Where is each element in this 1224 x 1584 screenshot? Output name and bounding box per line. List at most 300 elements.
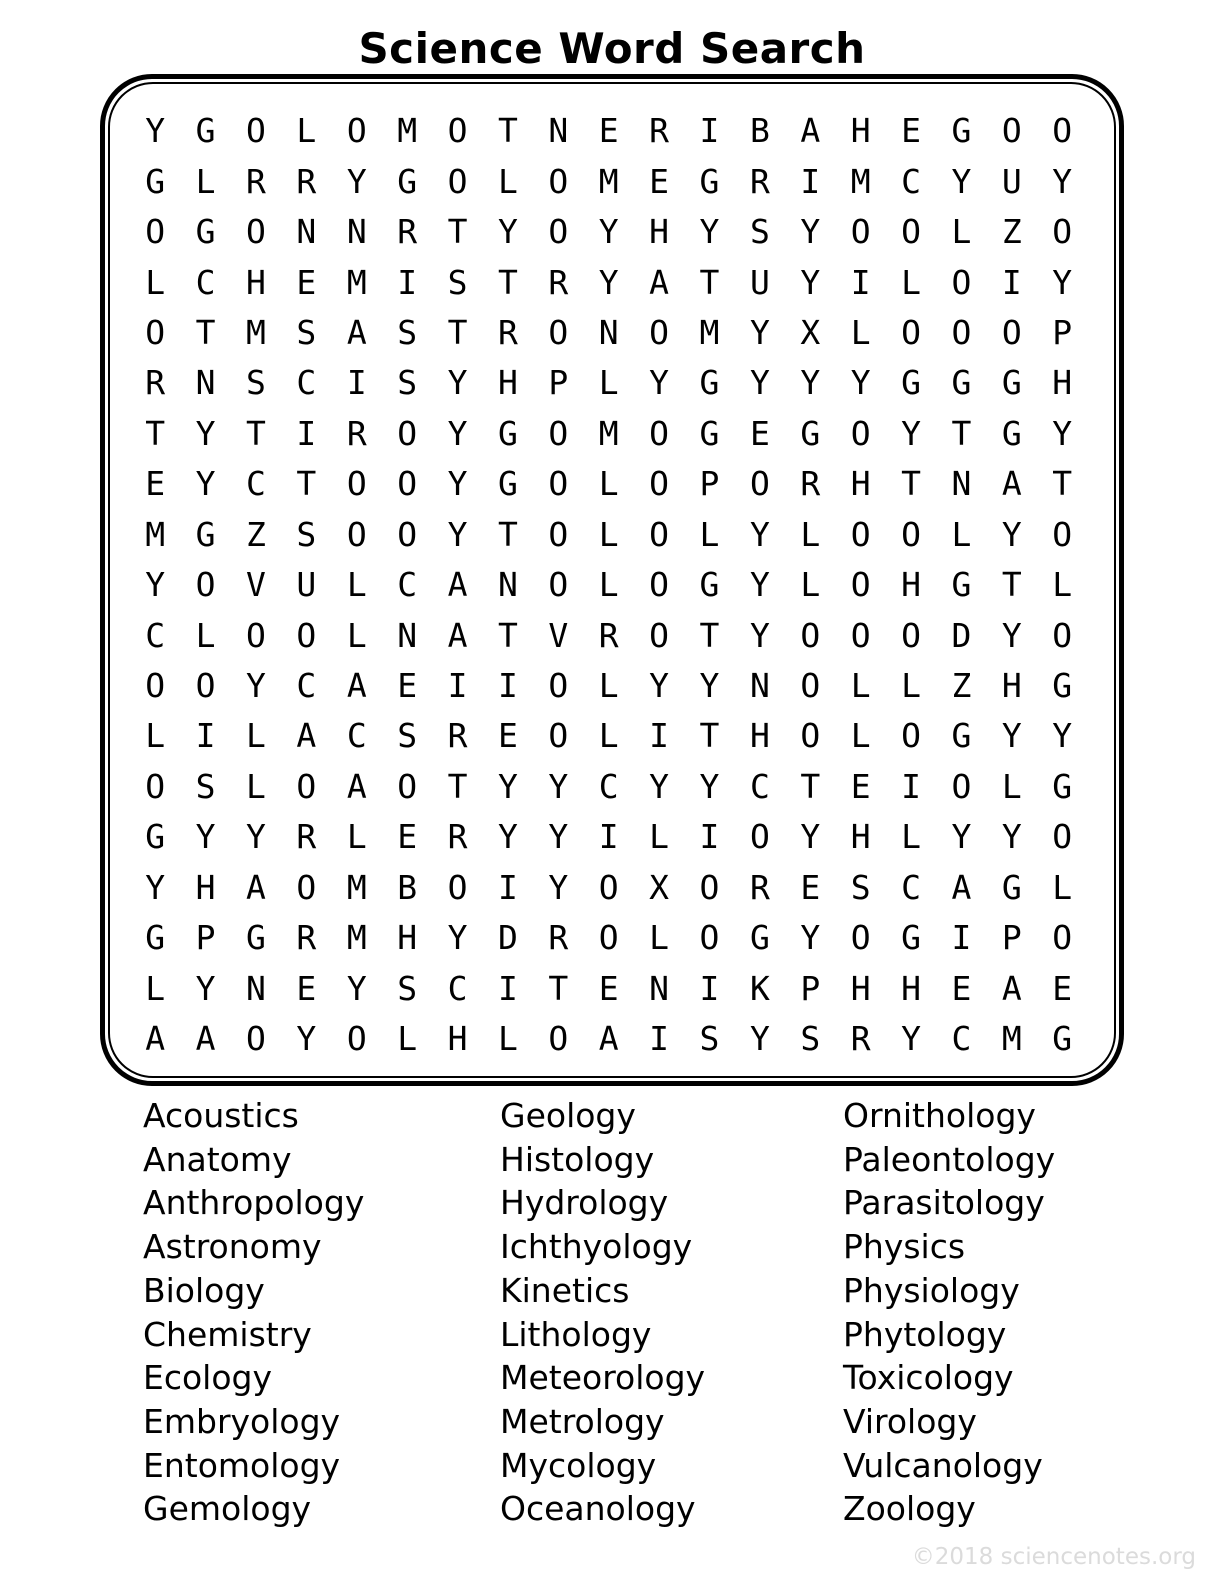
- grid-letter: G: [1052, 666, 1073, 706]
- grid-letter: P: [548, 363, 569, 403]
- grid-letter: U: [296, 565, 317, 605]
- grid-letter: Y: [800, 817, 821, 857]
- grid-letter: Y: [649, 766, 670, 806]
- word-list-item: Hydrology: [500, 1183, 669, 1223]
- grid-letter: A: [346, 666, 367, 706]
- letter-grid: [130, 106, 1087, 1064]
- grid-letter: O: [246, 615, 266, 655]
- grid-letter: Y: [749, 1019, 770, 1059]
- grid-letter: H: [850, 817, 871, 857]
- grid-letter: G: [749, 918, 770, 958]
- grid-letter: Y: [1052, 161, 1073, 201]
- grid-letter: L: [397, 1019, 418, 1059]
- grid-letter: O: [901, 212, 921, 252]
- grid-letter: I: [598, 817, 619, 857]
- grid-letter: Y: [195, 413, 216, 453]
- grid-letter: Y: [749, 363, 770, 403]
- grid-letter: O: [699, 918, 720, 958]
- grid-letter: G: [195, 212, 216, 252]
- grid-letter: I: [649, 716, 670, 756]
- grid-letter: Y: [497, 817, 518, 857]
- grid-letter: H: [1001, 666, 1022, 706]
- grid-letter: M: [1001, 1019, 1022, 1059]
- grid-letter: Y: [800, 918, 821, 958]
- grid-letter: P: [1052, 312, 1073, 352]
- grid-letter: O: [447, 111, 468, 151]
- grid-letter: H: [850, 968, 871, 1008]
- grid-letter: O: [548, 212, 569, 252]
- grid-letter: I: [397, 262, 418, 302]
- word-column-2: [500, 1094, 705, 1531]
- grid-letter: G: [497, 413, 518, 453]
- word-list-item: Lithology: [500, 1314, 652, 1354]
- grid-letter: O: [649, 565, 670, 605]
- grid-letter: L: [346, 565, 367, 605]
- grid-letter: R: [296, 918, 317, 958]
- grid-letter: O: [951, 312, 972, 352]
- grid-letter: S: [397, 968, 418, 1008]
- word-list-item: Kinetics: [500, 1270, 630, 1310]
- grid-letter: G: [246, 918, 266, 958]
- grid-letter: V: [548, 615, 569, 655]
- grid-letter: C: [145, 615, 166, 655]
- grid-letter: X: [800, 312, 821, 352]
- grid-letter: I: [497, 666, 518, 706]
- grid-letter: L: [598, 514, 619, 554]
- page-title: Science Word Search: [358, 24, 866, 73]
- grid-letter: Y: [800, 363, 821, 403]
- grid-letter: I: [296, 413, 317, 453]
- grid-letter: Z: [246, 514, 266, 554]
- grid-letter: O: [346, 514, 367, 554]
- grid-letter: Y: [346, 968, 367, 1008]
- grid-letter: Y: [749, 312, 770, 352]
- grid-letter: G: [951, 363, 972, 403]
- grid-letter: N: [246, 968, 266, 1008]
- grid-letter: Y: [497, 766, 518, 806]
- grid-letter: T: [699, 615, 720, 655]
- grid-letter: R: [749, 867, 770, 907]
- grid-letter: S: [397, 363, 418, 403]
- grid-letter: G: [1001, 363, 1022, 403]
- grid-letter: Y: [145, 111, 166, 151]
- grid-letter: I: [901, 766, 921, 806]
- grid-letter: P: [195, 918, 216, 958]
- grid-letter: O: [1001, 312, 1022, 352]
- grid-letter: L: [246, 766, 266, 806]
- grid-letter: V: [246, 565, 266, 605]
- word-list-item: Physics: [843, 1227, 966, 1267]
- grid-letter: O: [800, 716, 821, 756]
- grid-letter: O: [548, 1019, 569, 1059]
- grid-letter: T: [497, 514, 518, 554]
- grid-letter: G: [1001, 413, 1022, 453]
- grid-letter: L: [598, 363, 619, 403]
- grid-letter: Y: [699, 666, 720, 706]
- grid-letter: O: [699, 867, 720, 907]
- grid-letter: L: [850, 312, 871, 352]
- grid-letter: L: [246, 716, 266, 756]
- word-list-item: Metrology: [500, 1401, 665, 1441]
- grid-letter: O: [951, 766, 972, 806]
- word-list-item: Anatomy: [143, 1139, 292, 1179]
- grid-letter: T: [296, 464, 317, 504]
- grid-letter: Z: [1001, 212, 1022, 252]
- grid-letter: O: [346, 111, 367, 151]
- word-list-item: Biology: [143, 1270, 265, 1310]
- grid-letter: C: [296, 666, 317, 706]
- grid-letter: L: [296, 111, 317, 151]
- grid-letter: L: [800, 565, 821, 605]
- grid-letter: R: [447, 817, 468, 857]
- grid-letter: T: [497, 262, 518, 302]
- grid-letter: L: [195, 161, 216, 201]
- grid-letter: O: [749, 817, 770, 857]
- grid-letter: O: [850, 565, 871, 605]
- grid-letter: O: [1052, 111, 1073, 151]
- grid-letter: C: [598, 766, 619, 806]
- grid-letter: E: [901, 111, 921, 151]
- grid-letter: G: [145, 161, 166, 201]
- word-list-item: Virology: [843, 1401, 977, 1441]
- grid-letter: O: [800, 615, 821, 655]
- grid-letter: T: [699, 262, 720, 302]
- grid-letter: O: [548, 716, 569, 756]
- grid-letter: O: [447, 867, 468, 907]
- grid-letter: O: [850, 615, 871, 655]
- grid-letter: O: [397, 413, 418, 453]
- grid-letter: O: [195, 565, 216, 605]
- grid-letter: P: [699, 464, 720, 504]
- grid-letter: N: [598, 312, 619, 352]
- word-list-item: Toxicology: [843, 1358, 1014, 1398]
- grid-letter: R: [397, 212, 418, 252]
- grid-letter: E: [1052, 968, 1073, 1008]
- grid-letter: D: [951, 615, 972, 655]
- grid-letter: A: [447, 565, 468, 605]
- grid-letter: Y: [1001, 514, 1022, 554]
- word-list-item: Astronomy: [143, 1227, 322, 1267]
- grid-letter: T: [497, 111, 518, 151]
- grid-letter: M: [850, 161, 871, 201]
- grid-letter: O: [649, 615, 670, 655]
- grid-letter: E: [145, 464, 166, 504]
- grid-letter: B: [749, 111, 770, 151]
- grid-letter: Y: [699, 766, 720, 806]
- grid-letter: L: [699, 514, 720, 554]
- grid-letter: Y: [447, 514, 468, 554]
- grid-letter: L: [497, 161, 518, 201]
- grid-letter: H: [246, 262, 266, 302]
- grid-letter: I: [1001, 262, 1022, 302]
- grid-letter: L: [1052, 867, 1073, 907]
- grid-letter: S: [246, 363, 266, 403]
- grid-letter: H: [901, 968, 921, 1008]
- grid-letter: L: [649, 918, 670, 958]
- grid-letter: I: [850, 262, 871, 302]
- grid-letter: G: [1001, 867, 1022, 907]
- grid-letter: O: [246, 1019, 266, 1059]
- grid-letter: Y: [749, 514, 770, 554]
- grid-letter: Y: [649, 363, 670, 403]
- grid-letter: A: [346, 312, 367, 352]
- grid-letter: Y: [649, 666, 670, 706]
- word-list-item: Embryology: [143, 1401, 341, 1441]
- grid-letter: R: [749, 161, 770, 201]
- grid-letter: T: [145, 413, 166, 453]
- grid-letter: Y: [951, 161, 972, 201]
- grid-letter: G: [699, 161, 720, 201]
- word-list-item: Geology: [500, 1096, 636, 1135]
- grid-letter: L: [901, 817, 921, 857]
- grid-letter: O: [901, 716, 921, 756]
- grid-letter: Z: [951, 666, 972, 706]
- grid-letter: Y: [447, 363, 468, 403]
- grid-letter: O: [296, 615, 317, 655]
- grid-letter: N: [346, 212, 367, 252]
- grid-letter: Y: [246, 817, 266, 857]
- grid-letter: L: [901, 666, 921, 706]
- word-list-item: Acoustics: [143, 1096, 299, 1135]
- grid-letter: Y: [850, 363, 871, 403]
- grid-letter: O: [749, 464, 770, 504]
- grid-letter: O: [145, 666, 166, 706]
- grid-letter: M: [246, 312, 266, 352]
- grid-letter: E: [598, 111, 619, 151]
- grid-letter: R: [447, 716, 468, 756]
- grid-letter: N: [548, 111, 569, 151]
- grid-letter: I: [649, 1019, 670, 1059]
- grid-letter: P: [800, 968, 821, 1008]
- word-list-item: Parasitology: [843, 1183, 1045, 1223]
- grid-letter: C: [749, 766, 770, 806]
- grid-letter: N: [296, 212, 317, 252]
- grid-letter: O: [901, 312, 921, 352]
- grid-letter: S: [296, 514, 317, 554]
- grid-letter: C: [447, 968, 468, 1008]
- grid-letter: I: [699, 111, 720, 151]
- grid-letter: Y: [195, 968, 216, 1008]
- word-list-item: Mycology: [500, 1445, 657, 1485]
- grid-letter: E: [497, 716, 518, 756]
- grid-letter: O: [145, 312, 166, 352]
- grid-letter: O: [548, 666, 569, 706]
- grid-letter: O: [1001, 111, 1022, 151]
- grid-letter: S: [397, 716, 418, 756]
- grid-letter: Y: [749, 615, 770, 655]
- grid-letter: M: [397, 111, 418, 151]
- grid-letter: Y: [1052, 262, 1073, 302]
- grid-letter: X: [649, 867, 670, 907]
- grid-letter: L: [195, 615, 216, 655]
- grid-letter: L: [901, 262, 921, 302]
- grid-letter: Y: [1001, 716, 1022, 756]
- grid-letter: L: [951, 212, 972, 252]
- grid-letter: O: [800, 666, 821, 706]
- grid-letter: E: [397, 666, 418, 706]
- grid-letter: M: [346, 867, 367, 907]
- grid-letter: U: [749, 262, 770, 302]
- grid-letter: O: [548, 161, 569, 201]
- grid-letter: O: [850, 212, 871, 252]
- grid-letter: A: [1001, 464, 1022, 504]
- grid-letter: O: [901, 615, 921, 655]
- grid-letter: G: [195, 111, 216, 151]
- grid-letter: O: [649, 514, 670, 554]
- grid-letter: L: [850, 666, 871, 706]
- grid-letter: N: [397, 615, 418, 655]
- grid-letter: Y: [296, 1019, 317, 1059]
- grid-letter: R: [296, 161, 317, 201]
- grid-letter: I: [195, 716, 216, 756]
- grid-letter: N: [649, 968, 670, 1008]
- grid-letter: M: [145, 514, 166, 554]
- grid-letter: L: [850, 716, 871, 756]
- grid-letter: E: [749, 413, 770, 453]
- grid-letter: H: [195, 867, 216, 907]
- grid-letter: G: [699, 363, 720, 403]
- grid-letter: H: [850, 111, 871, 151]
- grid-letter: S: [749, 212, 770, 252]
- grid-letter: G: [951, 716, 972, 756]
- grid-letter: O: [1052, 615, 1073, 655]
- word-list-item: Vulcanology: [843, 1445, 1043, 1485]
- word-list-item: Histology: [500, 1139, 655, 1179]
- word-list-item: Physiology: [843, 1270, 1020, 1310]
- grid-letter: A: [346, 766, 367, 806]
- grid-letter: C: [901, 161, 921, 201]
- grid-letter: L: [649, 817, 670, 857]
- word-list-item: Ichthyology: [500, 1227, 693, 1267]
- grid-letter: S: [850, 867, 871, 907]
- grid-letter: O: [145, 766, 166, 806]
- word-list-item: Phytology: [843, 1314, 1007, 1354]
- grid-letter: Y: [598, 212, 619, 252]
- grid-letter: C: [397, 565, 418, 605]
- grid-letter: I: [951, 918, 972, 958]
- grid-letter: O: [649, 464, 670, 504]
- grid-letter: S: [800, 1019, 821, 1059]
- grid-letter: G: [397, 161, 418, 201]
- grid-letter: Y: [901, 1019, 921, 1059]
- grid-letter: L: [598, 464, 619, 504]
- grid-letter: G: [699, 413, 720, 453]
- grid-letter: G: [1052, 1019, 1073, 1059]
- grid-letter: Y: [1001, 615, 1022, 655]
- grid-letter: O: [397, 464, 418, 504]
- grid-letter: O: [649, 312, 670, 352]
- grid-letter: Y: [447, 413, 468, 453]
- grid-letter: Y: [497, 212, 518, 252]
- word-list-item: Oceanology: [500, 1489, 696, 1529]
- grid-letter: I: [346, 363, 367, 403]
- grid-letter: O: [1052, 514, 1073, 554]
- grid-letter: O: [598, 918, 619, 958]
- grid-letter: L: [598, 716, 619, 756]
- grid-letter: R: [598, 615, 619, 655]
- word-list-item: Meteorology: [500, 1358, 706, 1398]
- grid-letter: S: [699, 1019, 720, 1059]
- grid-letter: T: [447, 766, 468, 806]
- grid-letter: Y: [598, 262, 619, 302]
- grid-letter: T: [447, 312, 468, 352]
- grid-letter: T: [246, 413, 266, 453]
- grid-letter: O: [246, 111, 266, 151]
- grid-letter: E: [296, 262, 317, 302]
- grid-letter: Y: [195, 817, 216, 857]
- grid-letter: I: [699, 817, 720, 857]
- grid-letter: R: [246, 161, 266, 201]
- grid-letter: A: [598, 1019, 619, 1059]
- grid-letter: C: [951, 1019, 972, 1059]
- grid-letter: E: [800, 867, 821, 907]
- grid-letter: I: [447, 666, 468, 706]
- grid-letter: C: [296, 363, 317, 403]
- grid-letter: T: [195, 312, 216, 352]
- grid-letter: L: [497, 1019, 518, 1059]
- grid-letter: N: [749, 666, 770, 706]
- grid-letter: Y: [548, 766, 569, 806]
- grid-letter: Y: [447, 464, 468, 504]
- grid-letter: M: [699, 312, 720, 352]
- grid-letter: S: [397, 312, 418, 352]
- grid-letter: Y: [699, 212, 720, 252]
- grid-letter: E: [598, 968, 619, 1008]
- grid-letter: G: [901, 918, 921, 958]
- grid-letter: N: [497, 565, 518, 605]
- grid-letter: Y: [346, 161, 367, 201]
- grid-letter: C: [246, 464, 266, 504]
- grid-letter: H: [1052, 363, 1073, 403]
- grid-letter: H: [497, 363, 518, 403]
- grid-letter: O: [1052, 212, 1073, 252]
- grid-letter: R: [850, 1019, 871, 1059]
- grid-letter: A: [195, 1019, 216, 1059]
- grid-letter: U: [1001, 161, 1022, 201]
- grid-letter: O: [649, 413, 670, 453]
- grid-letter: N: [951, 464, 972, 504]
- grid-letter: G: [497, 464, 518, 504]
- grid-letter: O: [397, 766, 418, 806]
- grid-letter: O: [548, 565, 569, 605]
- grid-letter: O: [397, 514, 418, 554]
- grid-letter: Y: [901, 413, 921, 453]
- grid-letter: Y: [195, 464, 216, 504]
- word-list-item: Ecology: [143, 1358, 273, 1398]
- grid-letter: C: [346, 716, 367, 756]
- word-list-item: Paleontology: [843, 1139, 1056, 1179]
- grid-letter: I: [699, 968, 720, 1008]
- grid-letter: E: [296, 968, 317, 1008]
- grid-letter: Y: [749, 565, 770, 605]
- grid-letter: L: [145, 968, 166, 1008]
- grid-letter: M: [598, 413, 619, 453]
- grid-letter: O: [1052, 918, 1073, 958]
- grid-letter: Y: [145, 565, 166, 605]
- grid-letter: H: [397, 918, 418, 958]
- grid-letter: L: [346, 615, 367, 655]
- grid-letter: I: [497, 867, 518, 907]
- grid-letter: Y: [145, 867, 166, 907]
- grid-letter: S: [296, 312, 317, 352]
- grid-letter: M: [346, 918, 367, 958]
- grid-letter: T: [1052, 464, 1073, 504]
- grid-letter: G: [699, 565, 720, 605]
- grid-letter: S: [447, 262, 468, 302]
- grid-letter: S: [195, 766, 216, 806]
- grid-letter: O: [346, 1019, 367, 1059]
- grid-letter: P: [1001, 918, 1022, 958]
